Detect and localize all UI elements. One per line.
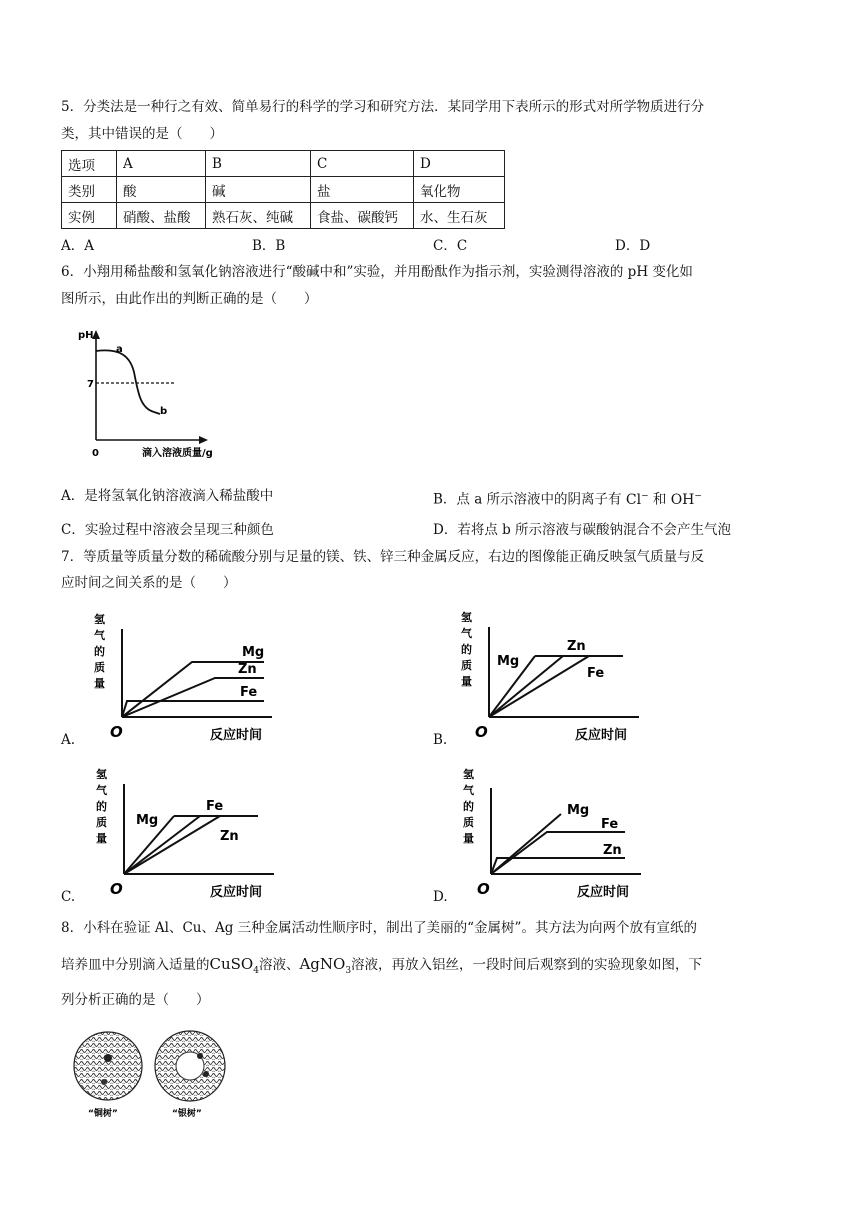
q7-option-a[interactable]: A. (61, 732, 76, 748)
svg-text:反应时间: 反应时间 (210, 885, 263, 900)
svg-text:O: O (110, 880, 123, 898)
svg-text:氢: 氢 (94, 613, 105, 626)
q5-classification-table (61, 150, 505, 229)
svg-text:气: 气 (94, 629, 105, 642)
table-cell: 熟石灰、纯碱 (206, 203, 311, 229)
svg-text:气: 气 (461, 627, 472, 640)
svg-text:反应时间: 反应时间 (577, 885, 630, 900)
svg-text:的: 的 (94, 645, 105, 658)
svg-text:质: 质 (463, 816, 474, 829)
svg-text:氢: 氢 (96, 768, 107, 781)
q7-option-d[interactable]: D. (433, 889, 448, 905)
q5-stem-line2: 类，其中错误的是（ ） (61, 126, 223, 142)
q6-option-d[interactable]: D．若将点 b 所示溶液与碳酸钠混合不会产生气泡 (433, 522, 732, 538)
table-cell: 类别 (62, 177, 117, 203)
q5-stem-line1: 5．分类法是一种行之有效、简单易行的科学的学习和研究方法．某同学用下表所示的形式对所学物质进行分 (61, 99, 705, 115)
q8-stem-line3: 列分析正确的是（ ） (61, 992, 210, 1008)
table-cell: 盐 (311, 177, 414, 203)
table-cell: 碱 (206, 177, 311, 203)
conjunction: 和 (652, 491, 667, 508)
q6-option-a[interactable]: A．是将氢氧化钠溶液滴入稀盐酸中 (61, 488, 274, 504)
table-cell: D (414, 151, 505, 177)
svg-text:量: 量 (463, 832, 474, 845)
svg-text:O: O (477, 880, 490, 898)
q7-graph-c (90, 762, 290, 902)
svg-text:“铜树”: “铜树” (88, 1109, 118, 1119)
copper-tree-dish (74, 1032, 142, 1100)
q7-option-c[interactable]: C. (61, 889, 76, 905)
svg-text:氢: 氢 (461, 611, 472, 624)
table-cell: 食盐、碳酸钙 (311, 203, 414, 229)
ph-tick-7: 7 (87, 379, 94, 390)
q6-option-b-text: B．点 a 所示溶液中的阴离子有 (433, 491, 622, 508)
table-cell: A (117, 151, 206, 177)
q7-graph-b (455, 605, 655, 745)
svg-text:O: O (475, 723, 488, 741)
svg-text:质: 质 (94, 661, 105, 674)
q6-stem-line2: 图所示，由此作出的判断正确的是（ ） (61, 291, 318, 307)
x-axis-label: 滴入溶液质量/g (142, 448, 213, 459)
svg-text:量: 量 (96, 832, 107, 845)
q7-option-b[interactable]: B. (433, 732, 448, 748)
svg-text:Mg: Mg (567, 803, 590, 818)
svg-text:Mg: Mg (497, 654, 520, 669)
agno3-formula: AgNO$_3$ (299, 955, 352, 976)
point-b-label: b (160, 406, 168, 417)
q6-ph-graph (70, 322, 250, 462)
q5-option-a[interactable]: A．A (61, 238, 94, 254)
svg-text:气: 气 (463, 784, 474, 797)
graph-origin: 0 (92, 448, 99, 459)
q7-stem-line2: 应时间之间关系的是（ ） (61, 575, 237, 591)
svg-text:的: 的 (96, 800, 107, 813)
table-cell: 选项 (62, 151, 117, 177)
svg-text:Mg: Mg (242, 645, 265, 660)
q8-stem-line2: 培养皿中分别滴入适量的CuSO$_4$溶液、AgNO$_3$溶液，再放入铝丝，一段时间后观察到的实验现象如图，下 (61, 955, 703, 976)
table-cell: 硝酸、盐酸 (117, 203, 206, 229)
hydroxide-ion: OH− (670, 491, 702, 508)
svg-text:氢: 氢 (463, 768, 474, 781)
svg-text:“银树”: “银树” (172, 1109, 202, 1119)
q7-graph-d (455, 762, 655, 902)
cuso4-formula: CuSO$_4$ (209, 955, 259, 976)
chloride-ion: Cl− (625, 491, 649, 508)
svg-text:反应时间: 反应时间 (575, 728, 628, 743)
svg-text:Zn: Zn (567, 639, 586, 654)
table-cell: B (206, 151, 311, 177)
q8-stem-line1: 8．小科在验证 Al、Cu、Ag 三种金属活动性顺序时，制出了美丽的“金属树”。其方法为向两个放有宣纸的 (61, 920, 697, 936)
q6-stem-line1: 6．小翔用稀盐酸和氢氧化钠溶液进行“酸碱中和”实验，并用酚酞作为指示剂，实验测得溶液的 pH 变化如 (61, 264, 693, 280)
svg-text:Zn: Zn (238, 662, 257, 677)
svg-text:Zn: Zn (603, 843, 622, 858)
svg-text:量: 量 (94, 677, 105, 690)
q7-stem-line1: 7．等质量等质量分数的稀硫酸分别与足量的镁、铁、锌三种金属反应，右边的图像能正确反映氢气质量与反 (61, 549, 705, 565)
svg-text:的: 的 (463, 800, 474, 813)
svg-text:Fe: Fe (240, 685, 258, 700)
point-a-label: a (116, 344, 123, 355)
svg-text:O: O (110, 723, 123, 741)
table-cell: C (311, 151, 414, 177)
svg-text:Fe: Fe (587, 666, 605, 681)
q6-option-c[interactable]: C．实验过程中溶液会呈现三种颜色 (61, 522, 274, 538)
table-row (62, 177, 505, 203)
svg-text:Fe: Fe (206, 799, 224, 814)
table-cell: 实例 (62, 203, 117, 229)
table-row (62, 203, 505, 229)
svg-text:Fe: Fe (601, 817, 619, 832)
svg-text:质: 质 (461, 659, 472, 672)
svg-text:质: 质 (96, 816, 107, 829)
ph-axis-label: pH (78, 330, 94, 341)
table-row (62, 151, 505, 177)
svg-text:Mg: Mg (136, 813, 159, 828)
q6-option-b[interactable] (433, 486, 702, 510)
table-cell: 氧化物 (414, 177, 505, 203)
svg-text:量: 量 (461, 675, 472, 688)
q7-graph-a (90, 605, 290, 745)
svg-text:的: 的 (461, 643, 472, 656)
q5-option-b[interactable]: B．B (252, 238, 286, 254)
table-cell: 水、生石灰 (414, 203, 505, 229)
q5-option-c[interactable]: C．C (433, 238, 468, 254)
svg-text:Zn: Zn (220, 829, 239, 844)
q5-option-d[interactable]: D．D (615, 238, 651, 254)
svg-text:气: 气 (96, 784, 107, 797)
q8-petri-dishes (68, 1030, 258, 1120)
svg-text:反应时间: 反应时间 (210, 728, 263, 743)
table-cell: 酸 (117, 177, 206, 203)
